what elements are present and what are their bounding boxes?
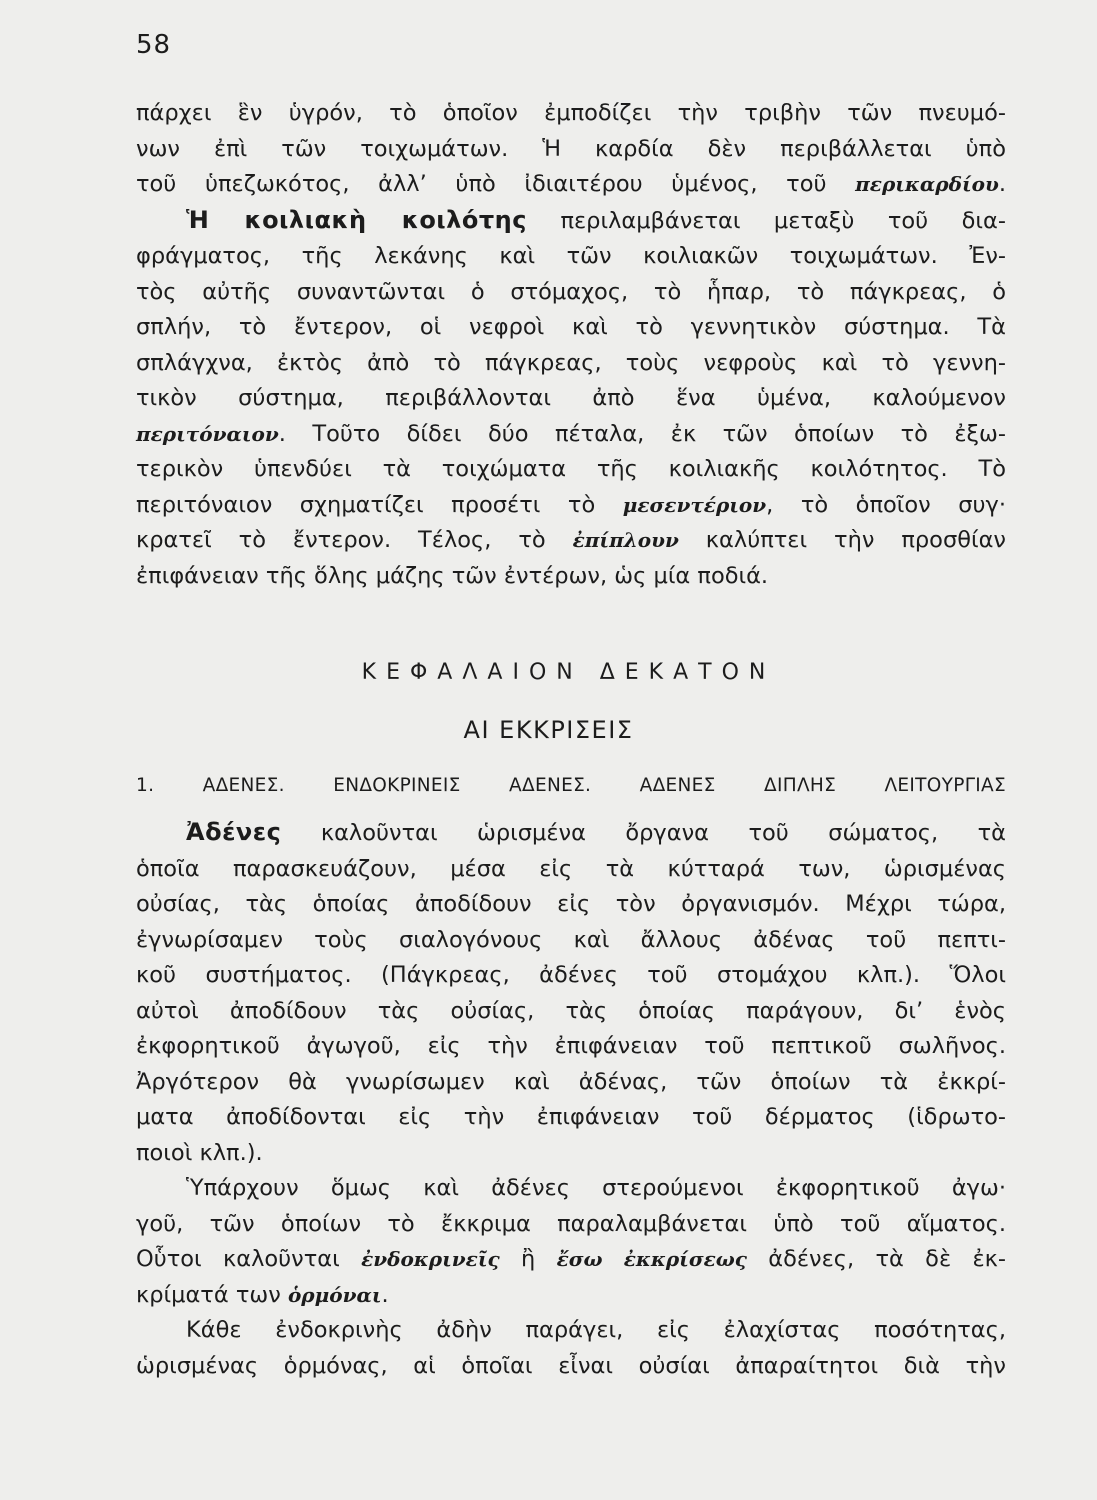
- text-line: Ὑπάρχουν ὅμως καὶ ἀδένες στερούμενοι ἐκφορητικοῦ ἀγω·: [186, 1175, 1006, 1201]
- text-line: περιτόναιον σχηματίζει προσέτι τὸ μεσεντέριον, τὸ ὁποῖον συγ·: [136, 491, 1006, 518]
- section-subheading: 1. ΑΔΕΝΕΣ. ΕΝΔΟΚΡΙΝΕΙΣ ΑΔΕΝΕΣ. ΑΔΕΝΕΣ ΔΙΠΛΗΣ ΛΕΙΤΟΥΡΓΙΑΣ: [136, 775, 1006, 796]
- chapter-label: ΚΕΦΑΛΑΙΟΝ ΔΕΚΑΤΟΝ: [361, 660, 776, 685]
- term-hormones: ὁρμόναι: [287, 1282, 382, 1307]
- term-mesentery: μεσεντέριον: [622, 492, 767, 517]
- text-line: Ἀργότερον θὰ γνωρίσωμεν καὶ ἀδένας, τῶν ὁποίων τὰ ἐκκρί-: [136, 1068, 1006, 1095]
- text-line: Κάθε ἐνδοκρινὴς ἀδὴν παράγει, εἰς ἐλαχίστας ποσότητας,: [186, 1317, 1006, 1343]
- term-glands: Ἀδένες: [186, 818, 282, 846]
- text-line: γοῦ, τῶν ὁποίων τὸ ἔκκριμα παραλαμβάνεται ὑπὸ τοῦ αἵματος.: [136, 1210, 1006, 1237]
- text-line: φράγματος, τῆς λεκάνης καὶ τῶν κοιλιακῶν τοιχωμάτων. Ἐν-: [136, 243, 1006, 269]
- text-line: ὁποῖα παρασκευάζουν, μέσα εἰς τὰ κύτταρά των, ὡρισμένας: [136, 855, 1006, 882]
- text-line: ἐπιφάνειαν τῆς ὅλης μάζης τῶν ἐντέρων, ὡς μία ποδιά.: [136, 562, 769, 589]
- page-number: 58: [136, 30, 172, 60]
- term-pericardium: περικαρδίου: [855, 172, 999, 196]
- text-line: κρίματά των ὁρμόναι.: [136, 1281, 389, 1308]
- body-text-section-1: [136, 96, 1006, 594]
- term-endocrine: ἐνδοκρινεῖς: [361, 1247, 500, 1271]
- text-line: οὐσίας, τὰς ὁποίας ἀποδίδουν εἰς τὸν ὀργανισμόν. Μέχρι τώρα,: [136, 891, 1006, 917]
- term-internal-secretion: ἔσω ἐκκρίσεως: [556, 1247, 747, 1271]
- text-line: περιτόναιον. Τοῦτο δίδει δύο πέταλα, ἐκ τῶν ὁποίων τὸ ἐξω-: [136, 420, 1006, 447]
- text-line: Οὗτοι καλοῦνται ἐνδοκρινεῖς ἢ ἔσω ἐκκρίσεως ἀδένες, τὰ δὲ ἐκ-: [136, 1246, 1006, 1272]
- body-text-section-2: [136, 815, 1006, 1384]
- text-line: ποιοὶ κλπ.).: [136, 1139, 263, 1166]
- text-line: νων ἐπὶ τῶν τοιχωμάτων. Ἡ καρδία δὲν περιβάλλεται ὑπὸ: [136, 135, 1006, 162]
- text-line: πάρχει ἓν ὑγρόν, τὸ ὁποῖον ἐμποδίζει τὴν τριβὴν τῶν πνευμό-: [136, 100, 1006, 126]
- text-line: ἐγνωρίσαμεν τοὺς σιαλογόνους καὶ ἄλλους ἀδένας τοῦ πεπτι-: [136, 926, 1006, 953]
- text-line: σπλήν, τὸ ἔντερον, οἱ νεφροὶ καὶ τὸ γεννητικὸν σύστημα. Τὰ: [136, 314, 1006, 340]
- text-line: Ἡ κοιλιακὴ κοιλότης περιλαμβάνεται μεταξὺ τοῦ δια-: [186, 205, 1006, 234]
- text-line: Ἀδένες καλοῦνται ὡρισμένα ὄργανα τοῦ σώματος, τὰ: [186, 818, 1006, 846]
- text-line: αὐτοὶ ἀποδίδουν τὰς οὐσίας, τὰς ὁποίας παράγουν, δι’ ἑνὸς: [136, 997, 1006, 1024]
- chapter-title: ΑΙ ΕΚΚΡΙΣΕΙΣ: [463, 716, 634, 744]
- text-line: τοῦ ὑπεζωκότος, ἀλλ’ ὑπὸ ἰδιαιτέρου ὑμένος, τοῦ περικαρδίου.: [136, 171, 1006, 197]
- text-line: τὸς αὐτῆς συναντῶνται ὁ στόμαχος, τὸ ἧπαρ, τὸ πάγκρεας, ὁ: [136, 278, 1006, 305]
- text-line: κοῦ συστήματος. (Πάγκρεας, ἀδένες τοῦ στομάχου κλπ.). Ὅλοι: [136, 962, 1006, 988]
- text-line: σπλάγχνα, ἐκτὸς ἀπὸ τὸ πάγκρεας, τοὺς νεφροὺς καὶ τὸ γεννη-: [136, 349, 1006, 376]
- text-line: κρατεῖ τὸ ἔντερον. Τέλος, τὸ ἐπίπλουν καλύπτει τὴν προσθίαν: [136, 527, 1006, 553]
- term-omentum: ἐπίπλουν: [572, 528, 679, 552]
- text-line: τερικὸν ὑπενδύει τὰ τοιχώματα τῆς κοιλιακῆς κοιλότητος. Τὸ: [136, 456, 1006, 482]
- text-line: τικὸν σύστημα, περιβάλλονται ἀπὸ ἕνα ὑμένα, καλούμενον: [136, 385, 1006, 411]
- text-line: ἐκφορητικοῦ ἀγωγοῦ, εἰς τὴν ἐπιφάνειαν τοῦ πεπτικοῦ σωλῆνος.: [136, 1033, 1006, 1059]
- term-peritoneum: περιτόναιον: [136, 421, 279, 446]
- term-abdominal-cavity: Ἡ κοιλιακὴ κοιλότης: [186, 205, 527, 234]
- text-line: ματα ἀποδίδονται εἰς τὴν ἐπιφάνειαν τοῦ δέρματος (ἱδρωτο-: [136, 1104, 1006, 1130]
- text-line: ὡρισμένας ὁρμόνας, αἱ ὁποῖαι εἶναι οὐσίαι ἀπαραίτητοι διὰ τὴν: [136, 1352, 1006, 1379]
